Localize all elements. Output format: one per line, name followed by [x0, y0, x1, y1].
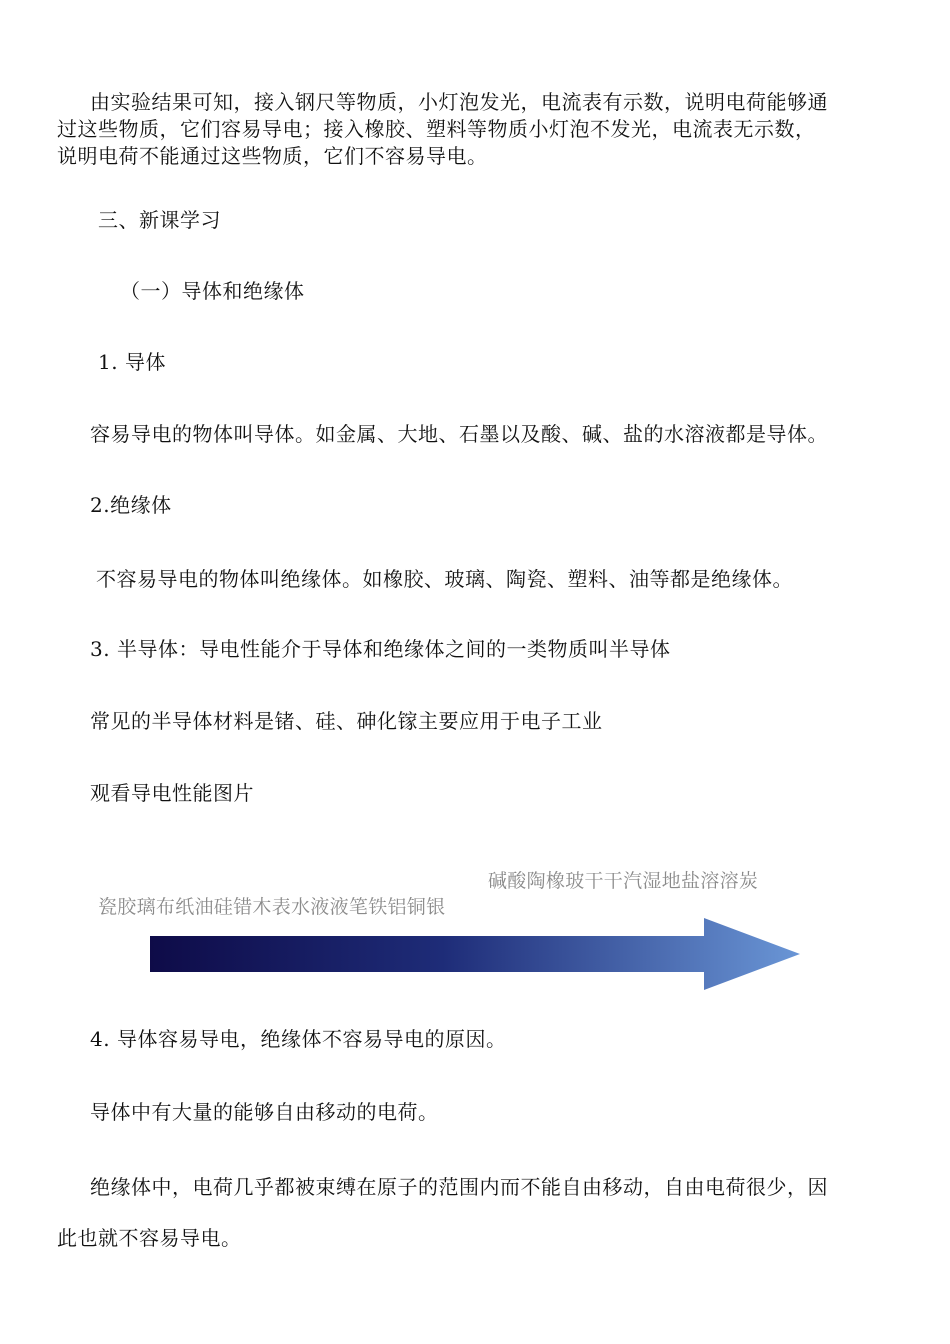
subsection-title: （一）导体和绝缘体 [120, 279, 305, 303]
reason-heading: 4. 导体容易导电，绝缘体不容易导电的原因。 [90, 1027, 507, 1051]
figure-lower-label: 瓷胶璃布纸油硅错木表水液液笔铁铝铜银 [98, 896, 446, 918]
semiconductor-heading: 3. 半导体：导电性能介于导体和绝缘体之间的一类物质叫半导体 [90, 637, 671, 661]
figure-upper-label: 碱酸陶橡玻干干汽湿地盐溶溶炭 [488, 870, 759, 892]
section-title: 三、新课学习 [98, 208, 221, 232]
view-pictures-text: 观看导电性能图片 [90, 781, 254, 805]
semiconductor-materials: 常见的半导体材料是锗、硅、砷化镓主要应用于电子工业 [90, 709, 603, 733]
insulator-reason-line-1: 绝缘体中，电荷几乎都被束缚在原子的范围内而不能自由移动，自由电荷很少，因 [90, 1175, 828, 1199]
conductor-heading: 1. 导体 [98, 350, 166, 374]
intro-line-3: 说明电荷不能通过这些物质，它们不容易导电。 [57, 144, 488, 168]
arrow-icon [148, 916, 802, 992]
insulator-reason-line-2: 此也就不容易导电。 [57, 1226, 242, 1250]
conductivity-arrow [148, 916, 802, 992]
conductor-definition: 容易导电的物体叫导体。如金属、大地、石墨以及酸、碱、盐的水溶液都是导体。 [90, 422, 828, 446]
intro-line-1: 由实验结果可知，接入钢尺等物质，小灯泡发光，电流表有示数，说明电荷能够通 [90, 90, 828, 114]
insulator-definition: 不容易导电的物体叫绝缘体。如橡胶、玻璃、陶瓷、塑料、油等都是绝缘体。 [96, 567, 793, 591]
conductor-reason: 导体中有大量的能够自由移动的电荷。 [90, 1100, 439, 1124]
insulator-heading: 2.绝缘体 [90, 493, 172, 517]
intro-line-2: 过这些物质，它们容易导电；接入橡胶、塑料等物质小灯泡不发光，电流表无示数， [57, 117, 816, 141]
